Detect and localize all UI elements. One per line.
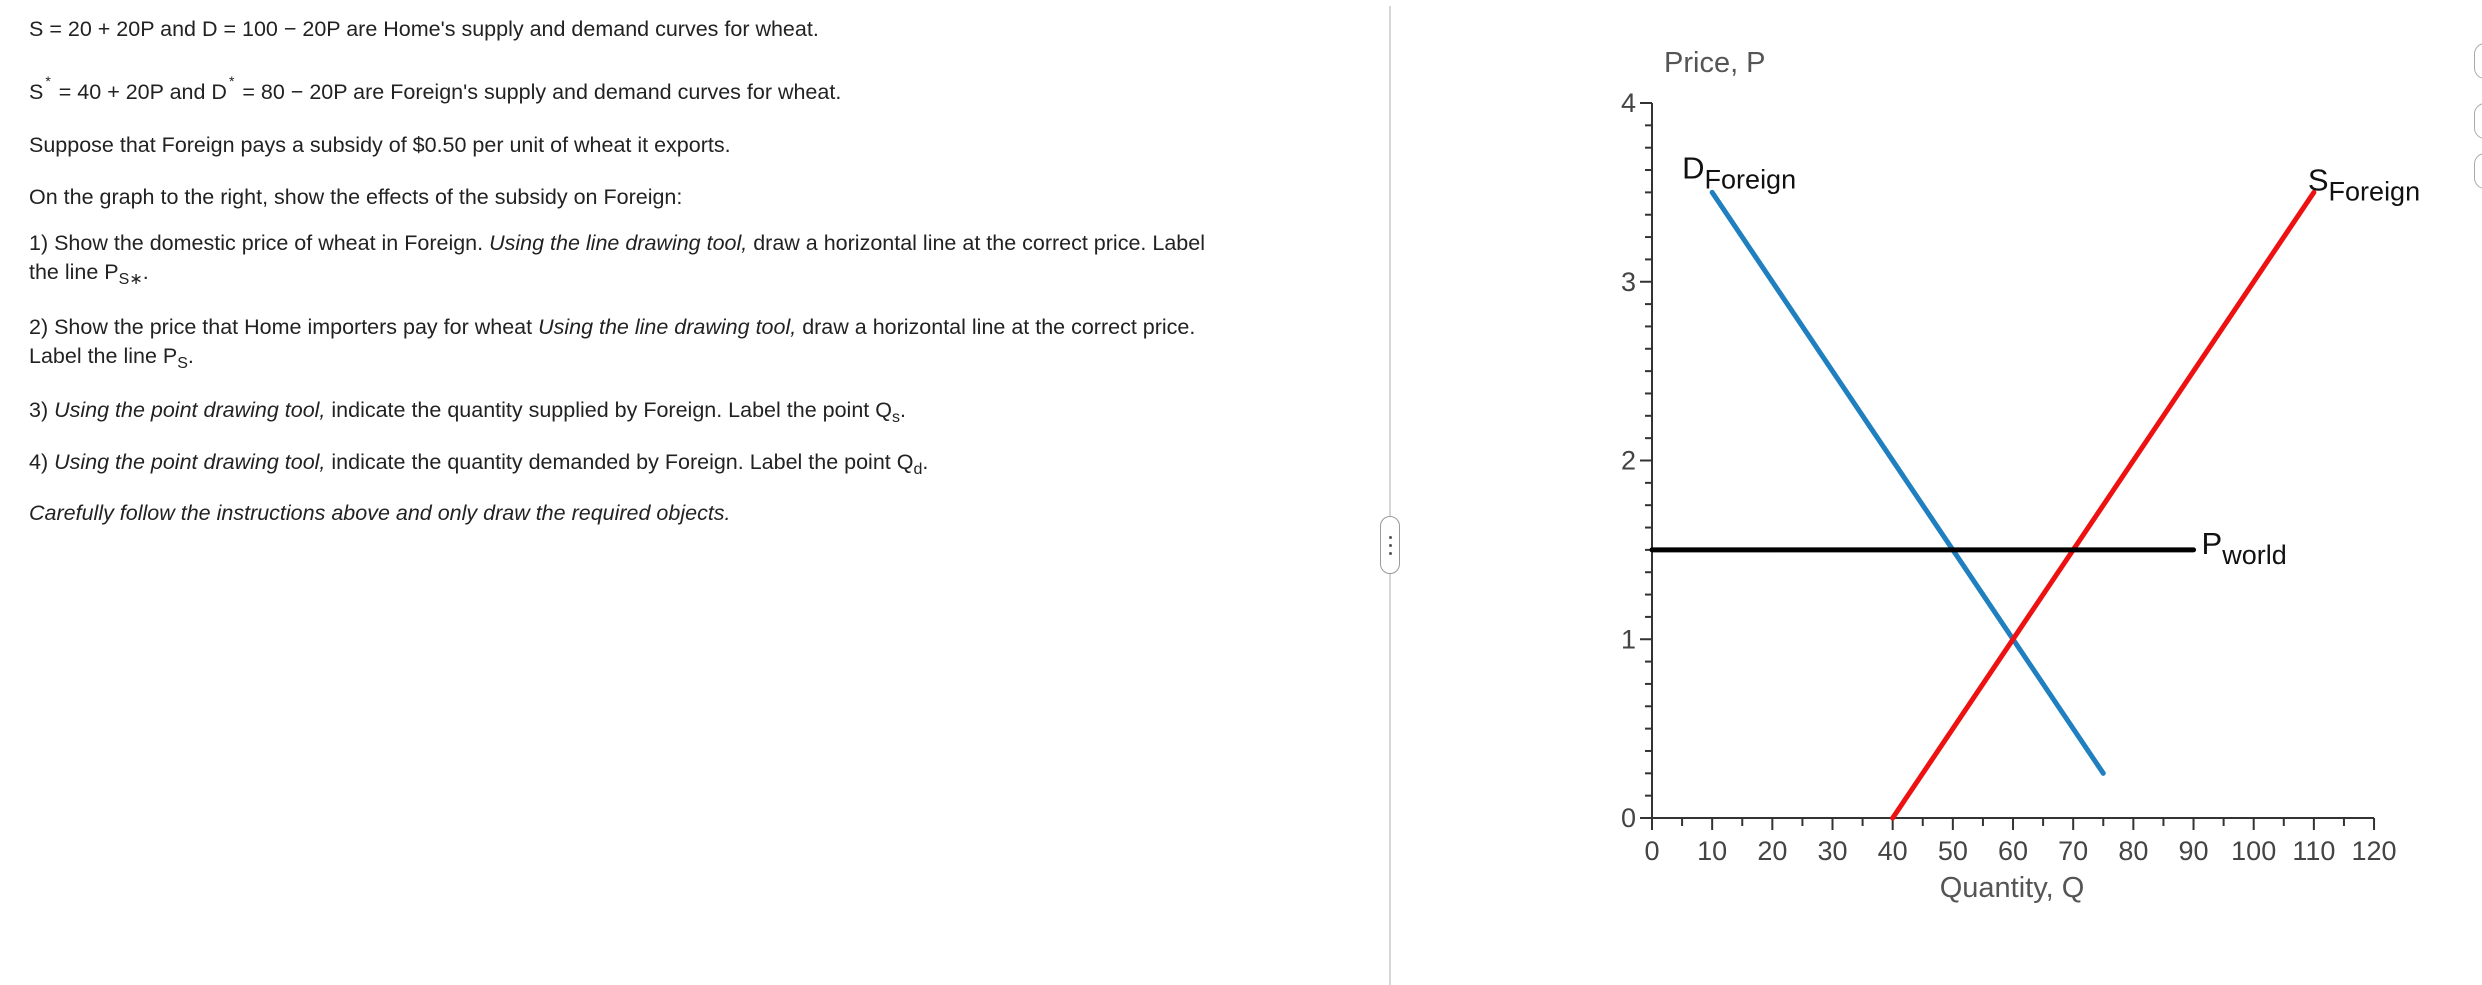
side-tool-button[interactable] [2474, 103, 2482, 139]
x-tick-label: 70 [2058, 836, 2089, 866]
x-tick-label: 0 [1644, 836, 1660, 866]
curve-DForeign [1712, 192, 2103, 773]
y-tick-label: 4 [1620, 88, 1636, 118]
x-tick-label: 80 [2118, 836, 2149, 866]
step-3-text: 3) Using the point drawing tool, indicate the quantity supplied by Foreign. Label the point $Q_s$. [29, 398, 906, 426]
home-curves-text: S = 20 + 20P and D = 100 − 20P are Home's supply and demand curves for wheat. [29, 17, 819, 41]
side-tool-button[interactable] [2474, 153, 2482, 189]
curve-label-SForeign: SForeign [2307, 162, 2421, 207]
x-tick-label: 10 [1697, 836, 1728, 866]
y-axis-label: Price, P [1664, 47, 1766, 79]
x-tick-label: 40 [1877, 836, 1908, 866]
curve-label-Pworld: Pworld [2201, 525, 2287, 570]
x-tick-label: 30 [1817, 836, 1848, 866]
y-tick-label: 1 [1620, 624, 1636, 655]
subsidy-text: Suppose that Foreign pays a subsidy of $0.50 per unit of wheat it exports. [29, 133, 731, 157]
curve-SForeign [1893, 192, 2314, 818]
y-tick-label: 3 [1620, 266, 1636, 297]
x-tick-label: 50 [1937, 836, 1968, 866]
y-tick-label: 0 [1620, 803, 1636, 833]
y-tick-label: 2 [1620, 445, 1636, 476]
x-tick-label: 90 [2178, 836, 2209, 866]
step-2-text: 2) Show the price that Home importers pay for wheat Using the line drawing tool, draw a horizontal line at the correct price. Label the line $P_S$. [29, 315, 1196, 372]
x-tick-label: 100 [2231, 836, 2277, 866]
curve-label-DForeign: DForeign [1682, 150, 1797, 195]
step-1-text: 1) Show the domestic price of wheat in Foreign. Using the line drawing tool, draw a horizontal line at the correct price. Label the line $P_{S∗}$. [29, 231, 1205, 288]
graph-instruction-text: On the graph to the right, show the effects of the subsidy on Foreign: [29, 185, 683, 209]
note-text: Carefully follow the instructions above and only draw the required objects. [29, 501, 731, 525]
step-4-text: 4) Using the point drawing tool, indicate the quantity demanded by Foreign. Label the point $Q_d$. [29, 450, 929, 478]
x-axis-label: Quantity, Q [1939, 872, 2085, 904]
x-tick-label: 120 [2351, 836, 2397, 866]
x-tick-label: 20 [1757, 836, 1788, 866]
foreign-curves-text: S * = 40 + 20P and D * = 80 − 20P are Foreign's supply and demand curves for wheat. [29, 73, 842, 104]
x-tick-label: 60 [1997, 836, 2029, 866]
side-tool-button[interactable] [2474, 43, 2482, 79]
x-tick-label: 110 [2292, 836, 2336, 866]
